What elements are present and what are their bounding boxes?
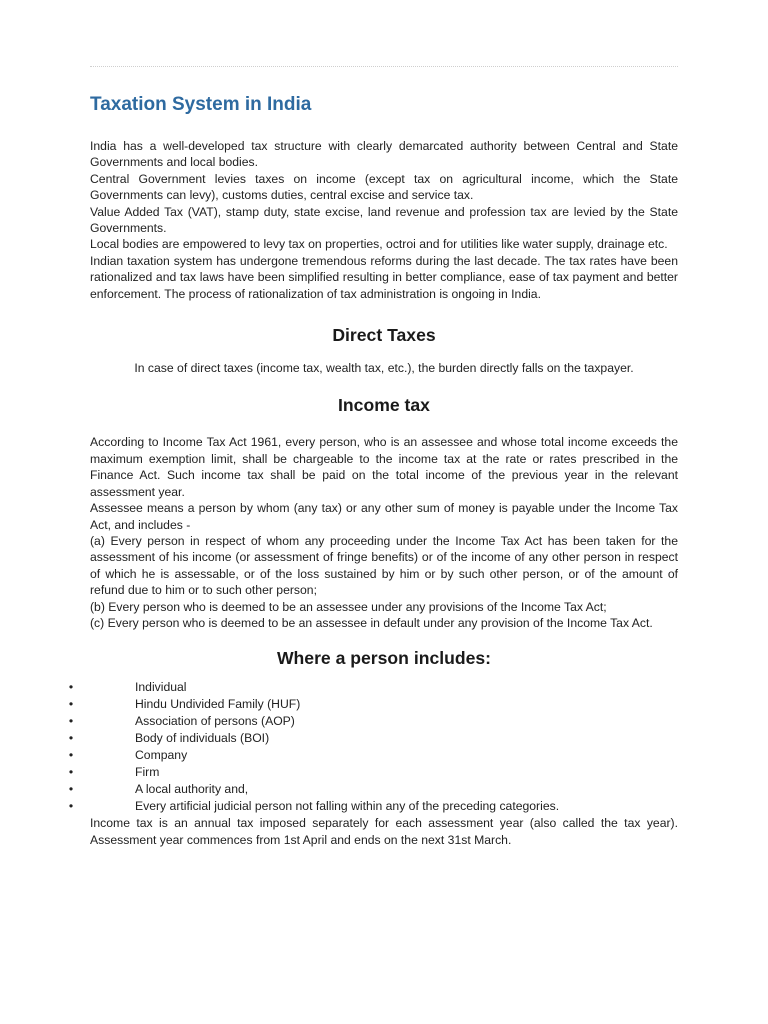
list-item bbox=[66, 696, 678, 713]
income-tax-section bbox=[90, 434, 678, 631]
list-item bbox=[66, 713, 678, 730]
list-item-label: Individual bbox=[135, 680, 187, 695]
intro-section bbox=[90, 138, 678, 302]
income-tax-paragraph: (c) Every person who is deemed to be an assessee in default under any provision of the Income Tax Act. bbox=[90, 615, 653, 630]
page-title: Taxation System in India bbox=[90, 94, 312, 115]
list-item bbox=[66, 679, 678, 696]
income-tax-paragraph: (b) Every person who is deemed to be an assessee under any provisions of the Income Tax Act; bbox=[90, 599, 607, 614]
income-tax-paragraph: (a) Every person in respect of whom any proceeding under the Income Tax Act has been taken for the assessment of his income (or assessment of fringe benefits) or of the income of any other person in respect of which he is assessable, or of the loss sustained by him or by such other person, or of the amount of refund due to him or to such other person; bbox=[90, 533, 678, 598]
direct-taxes-lead: In case of direct taxes (income tax, wealth tax, etc.), the burden directly falls on the taxpayer. bbox=[134, 361, 634, 376]
list-item bbox=[66, 764, 678, 781]
bullet-icon: • bbox=[68, 748, 74, 763]
bullet-icon: • bbox=[68, 765, 74, 780]
bullet-icon: • bbox=[68, 799, 74, 814]
person-type-list bbox=[66, 679, 678, 815]
bullet-icon: • bbox=[68, 731, 74, 746]
income-tax-paragraph: According to Income Tax Act 1961, every person, who is an assessee and whose total income exceeds the maximum exemption limit, shall be chargeable to the income tax at the rate or rates prescribed in the Finance Act. Such income tax shall be paid on the total income of the previous year in the relevant assessment year. bbox=[90, 435, 678, 499]
income-tax-heading: Income tax bbox=[338, 395, 430, 416]
list-item-label: Association of persons (AOP) bbox=[135, 714, 295, 729]
list-item bbox=[66, 798, 678, 815]
list-item-label: Hindu Undivided Family (HUF) bbox=[135, 697, 301, 712]
intro-paragraph: Indian taxation system has undergone tremendous reforms during the last decade. The tax rates have been rationalized and tax laws have been simplified resulting in better compliance, ease of tax payment and better enforcement. The process of rationalization of tax administration is ongoing in India. bbox=[90, 253, 678, 301]
closing-paragraph: Income tax is an annual tax imposed separately for each assessment year (also called the tax year). Assessment year commences from 1st April and ends on the next 31st March. bbox=[90, 816, 678, 847]
list-item-label: Every artificial judicial person not falling within any of the preceding categories. bbox=[135, 799, 560, 814]
list-item-label: Body of individuals (BOI) bbox=[135, 731, 270, 746]
person-includes-heading: Where a person includes: bbox=[276, 648, 492, 669]
bullet-icon: • bbox=[68, 714, 74, 729]
bullet-icon: • bbox=[68, 782, 74, 797]
bullet-icon: • bbox=[68, 680, 74, 695]
list-item bbox=[66, 781, 678, 798]
intro-paragraph: Central Government levies taxes on income (except tax on agricultural income, which the State Governments can levy), customs duties, central excise and service tax. bbox=[90, 171, 678, 203]
list-item-label: A local authority and, bbox=[135, 782, 249, 797]
intro-paragraph: Local bodies are empowered to levy tax on properties, octroi and for utilities like water supply, drainage etc. bbox=[90, 237, 668, 252]
bullet-icon: • bbox=[68, 697, 74, 712]
intro-paragraph: India has a well-developed tax structure with clearly demarcated authority between Central and State Governments and local bodies. bbox=[90, 139, 678, 170]
income-tax-paragraph: Assessee means a person by whom (any tax) or any other sum of money is payable under the Income Tax Act, and includes - bbox=[90, 501, 678, 532]
list-item-label: Firm bbox=[135, 765, 160, 780]
top-divider bbox=[90, 66, 678, 67]
document-page bbox=[68, 92, 678, 848]
intro-paragraph: Value Added Tax (VAT), stamp duty, state excise, land revenue and profession tax are levied by the State Governments. bbox=[90, 204, 678, 236]
list-item bbox=[66, 747, 678, 764]
list-item-label: Company bbox=[135, 748, 188, 763]
list-item bbox=[66, 730, 678, 747]
direct-taxes-heading: Direct Taxes bbox=[332, 325, 436, 346]
